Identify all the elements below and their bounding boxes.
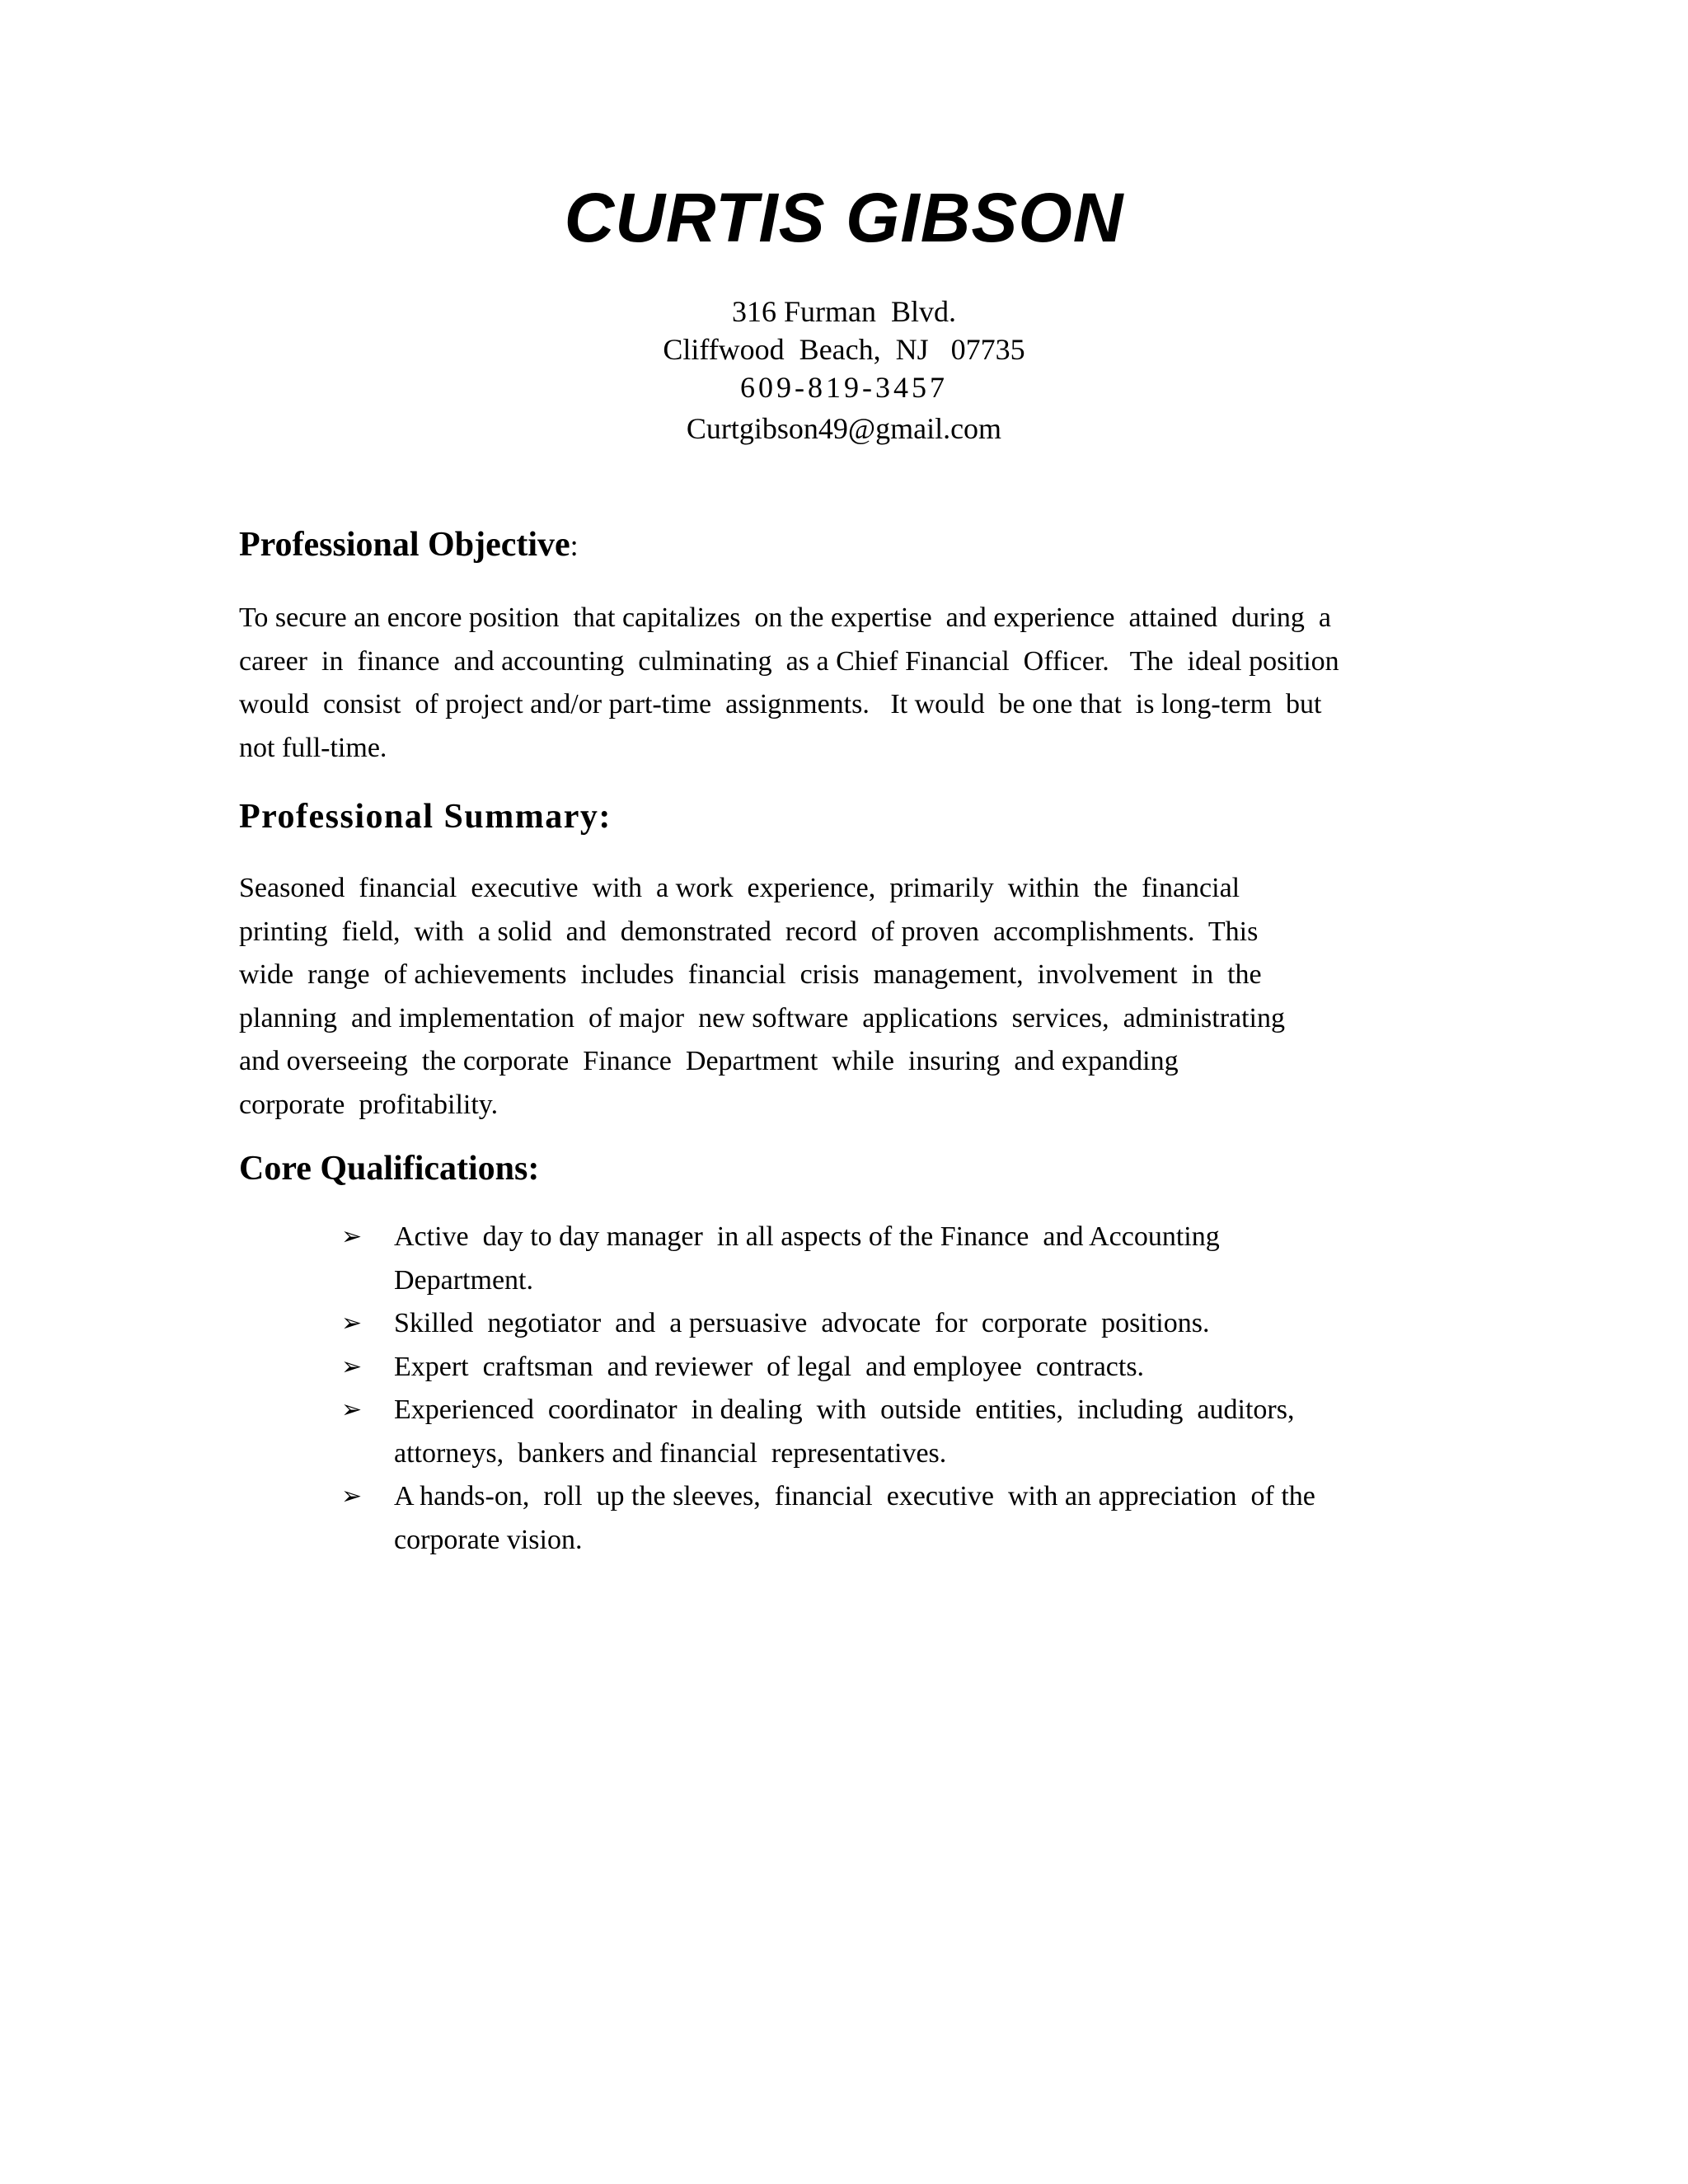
- qualifications-list: [341, 1216, 1495, 1562]
- phone-number: 609-819-3457: [740, 371, 948, 404]
- objective-heading-text: Professional Objective: [239, 526, 570, 564]
- candidate-name: CURTIS GIBSON: [564, 179, 1124, 256]
- objective-paragraph: [239, 597, 1492, 770]
- qualification-line: Experienced coordinator in dealing with outside entities, including auditors,: [394, 1394, 1295, 1425]
- arrowhead-bullet-icon: ➢: [341, 1482, 363, 1511]
- objective-line: To secure an encore position that capitalizes on the expertise and experience attained during a: [239, 602, 1331, 633]
- objective-heading: [239, 527, 579, 562]
- arrowhead-bullet-icon: ➢: [341, 1309, 363, 1338]
- objective-line: not full-time.: [239, 732, 387, 763]
- summary-line: printing field, with a solid and demonstrated record of proven accomplishments. This: [239, 916, 1259, 947]
- qualification-line: Expert craftsman and reviewer of legal and employee contracts.: [394, 1351, 1145, 1382]
- arrowhead-bullet-icon: ➢: [341, 1395, 363, 1424]
- summary-line: corporate profitability.: [239, 1089, 499, 1120]
- list-item: [341, 1216, 1495, 1302]
- email-address: Curtgibson49@gmail.com: [686, 412, 1002, 445]
- list-item: [341, 1475, 1495, 1562]
- address-line-1: 316 Furman Blvd.: [731, 295, 956, 328]
- summary-heading: Professional Summary:: [239, 798, 612, 836]
- summary-paragraph: [239, 867, 1492, 1127]
- qualification-line: corporate vision.: [394, 1524, 583, 1555]
- qualification-line: A hands-on, roll up the sleeves, financial executive with an appreciation of the: [394, 1481, 1315, 1511]
- summary-line: Seasoned financial executive with a work experience, primarily within the financial: [239, 873, 1240, 903]
- summary-line: wide range of achievements includes financial crisis management, involvement in the: [239, 959, 1262, 990]
- contact-block: [0, 290, 1688, 450]
- objective-line: career in finance and accounting culminating as a Chief Financial Officer. The ideal position: [239, 645, 1339, 677]
- objective-heading-colon: :: [570, 529, 579, 562]
- summary-line: planning and implementation of major new software applications services, administrating: [239, 1002, 1286, 1033]
- qualification-line: Active day to day manager in all aspects of the Finance and Accounting: [394, 1221, 1220, 1252]
- objective-line: would consist of project and/or part-time assignments. It would be one that is long-term but: [239, 689, 1322, 719]
- summary-line: and overseeing the corporate Finance Department while insuring and expanding: [239, 1046, 1179, 1076]
- list-item: [341, 1302, 1495, 1346]
- qualification-line: Department.: [394, 1264, 533, 1296]
- arrowhead-bullet-icon: ➢: [341, 1222, 363, 1251]
- qualification-line: Skilled negotiator and a persuasive advocate for corporate positions.: [394, 1308, 1210, 1338]
- list-item: [341, 1346, 1495, 1390]
- qualification-line: attorneys, bankers and financial representatives.: [394, 1437, 947, 1469]
- list-item: [341, 1389, 1495, 1475]
- address-line-2: Cliffwood Beach, NJ 07735: [663, 333, 1025, 366]
- arrowhead-bullet-icon: ➢: [341, 1352, 363, 1381]
- qualifications-heading: Core Qualifications:: [239, 1150, 540, 1188]
